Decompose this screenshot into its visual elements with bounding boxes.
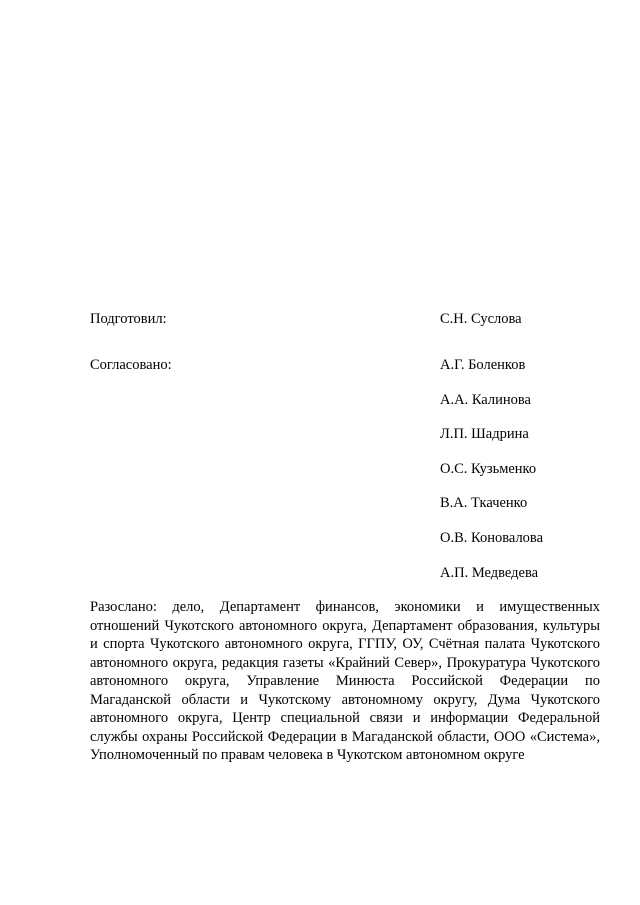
approver-row (90, 563, 600, 583)
approver-name: А.А. Калинова (440, 392, 531, 408)
approver-name: В.А. Ткаченко (440, 495, 528, 511)
prepared-row (90, 309, 600, 329)
approved-label: Согласовано: (90, 357, 172, 373)
approver-row (90, 493, 600, 513)
approver-name: А.Г. Боленков (440, 357, 526, 373)
distribution-list: Разослано: дело, Департамент финансов, экономики и имущественных отношений Чукотского автономного округа, Департамент образования, культуры и спорта Чукотского автономного округа, ГГПУ, ОУ, Счётная палата Чукотского автономного округа, редакция газеты «Крайний Север», Прокуратура Чукотского автономного округа, Управление Минюста Российской Федерации по Магаданской области и Чукотскому автономному округу, Дума Чукотского автономного округа, Центр специальной связи и информации Федеральной службы охраны Российской Федерации в Магаданской области, ООО «Система», Уполномоченный по правам человека в Чукотском автономном округе (90, 599, 600, 763)
approver-name: А.П. Медведева (440, 565, 539, 581)
approved-row (90, 355, 600, 375)
approver-row (90, 424, 600, 444)
approver-name: О.В. Коновалова (440, 530, 544, 546)
approver-row (90, 528, 600, 548)
prepared-label: Подготовил: (90, 311, 167, 327)
approver-name: Л.П. Шадрина (440, 426, 529, 442)
approver-row (90, 459, 600, 479)
approver-row (90, 390, 600, 410)
prepared-name: С.Н. Суслова (440, 311, 522, 327)
approver-name: О.С. Кузьменко (440, 461, 537, 477)
